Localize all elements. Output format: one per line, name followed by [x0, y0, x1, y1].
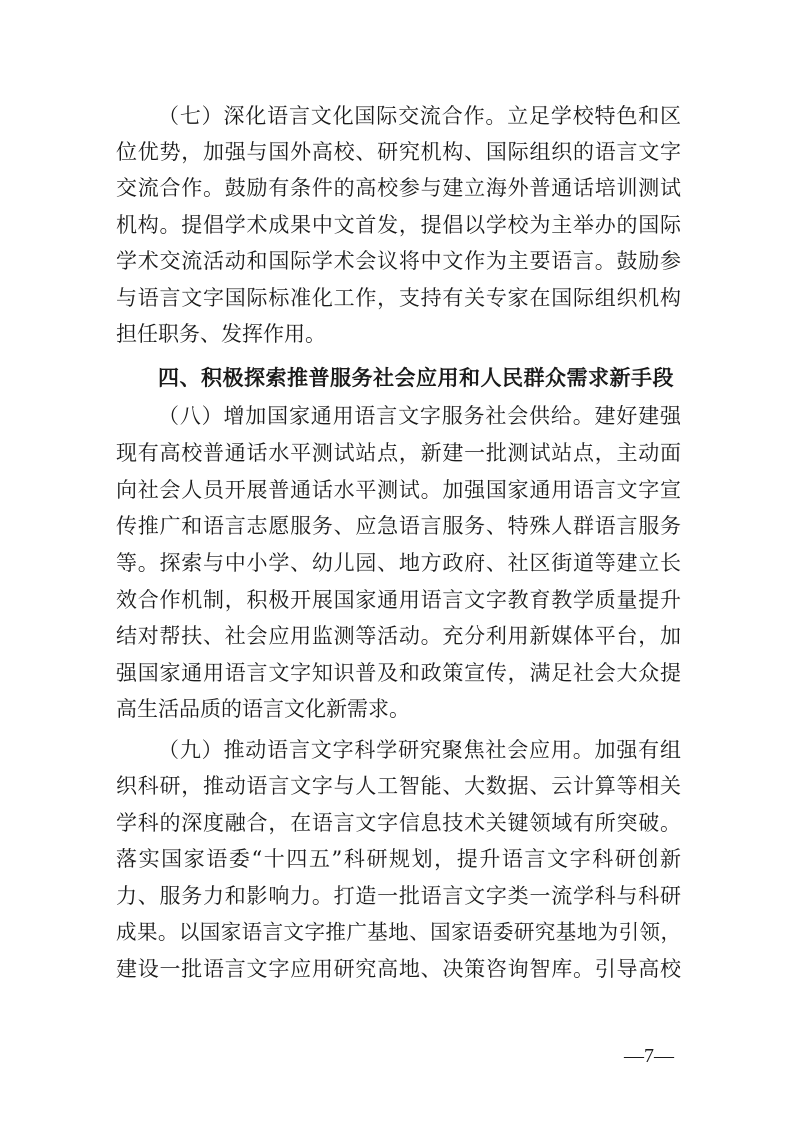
- paragraph-9-line-4: 落实国家语委“十四五”科研规划，提升语言文字科研创新: [116, 847, 681, 871]
- paragraph-7-line-4: 机构。提倡学术成果中文首发，提倡以学校为主举办的国际: [116, 213, 681, 237]
- paragraph-7-line-3: 交流合作。鼓励有条件的高校参与建立海外普通话培训测试: [116, 176, 681, 200]
- paragraph-8-line-1: （八）增加国家通用语言文字服务社会供给。建好建强: [158, 404, 681, 428]
- page-number: —7—: [624, 1045, 674, 1067]
- paragraph-7-line-7: 担任职务、发挥作用。: [116, 322, 326, 346]
- paragraph-9-line-6: 成果。以国家语言文字推广基地、国家语委研究基地为引领，: [116, 920, 681, 944]
- paragraph-8-line-9: 高生活品质的语言文化新需求。: [116, 697, 410, 721]
- paragraph-7-line-5: 学术交流活动和国际学术会议将中文作为主要语言。鼓励参: [116, 249, 681, 273]
- paragraph-8-line-4: 传推广和语言志愿服务、应急语言服务、特殊人群语言服务: [116, 514, 681, 538]
- paragraph-8-line-6: 效合作机制，积极开展国家通用语言文字教育教学质量提升: [116, 588, 681, 612]
- paragraph-9-line-5: 力、服务力和影响力。打造一批语言文字类一流学科与科研: [116, 884, 681, 908]
- paragraph-9-line-3: 学科的深度融合，在语言文字信息技术关键领域有所突破。: [116, 811, 681, 835]
- paragraph-7-line-2: 位优势，加强与国外高校、研究机构、国际组织的语言文字: [116, 140, 681, 164]
- paragraph-7-line-1: （七）深化语言文化国际交流合作。立足学校特色和区: [158, 104, 681, 128]
- paragraph-9-line-7: 建设一批语言文字应用研究高地、决策咨询智库。引导高校: [116, 957, 681, 981]
- paragraph-8-line-2: 现有高校普通话水平测试站点，新建一批测试站点，主动面: [116, 441, 681, 465]
- paragraph-9-line-1: （九）推动语言文字科学研究聚焦社会应用。加强有组: [158, 738, 681, 762]
- paragraph-9-line-2: 织科研，推动语言文字与人工智能、大数据、云计算等相关: [116, 774, 681, 798]
- paragraph-7-line-6: 与语言文字国际标准化工作，支持有关专家在国际组织机构: [116, 286, 681, 310]
- paragraph-8-line-7: 结对帮扶、社会应用监测等活动。充分利用新媒体平台，加: [116, 624, 681, 648]
- paragraph-8-line-3: 向社会人员开展普通话水平测试。加强国家通用语言文字宣: [116, 478, 681, 502]
- paragraph-8-line-8: 强国家通用语言文字知识普及和政策宣传，满足社会大众提: [116, 661, 681, 685]
- section-heading-4: 四、积极探索推普服务社会应用和人民群众需求新手段: [158, 366, 674, 390]
- paragraph-8-line-5: 等。探索与中小学、幼儿园、地方政府、社区街道等建立长: [116, 551, 681, 575]
